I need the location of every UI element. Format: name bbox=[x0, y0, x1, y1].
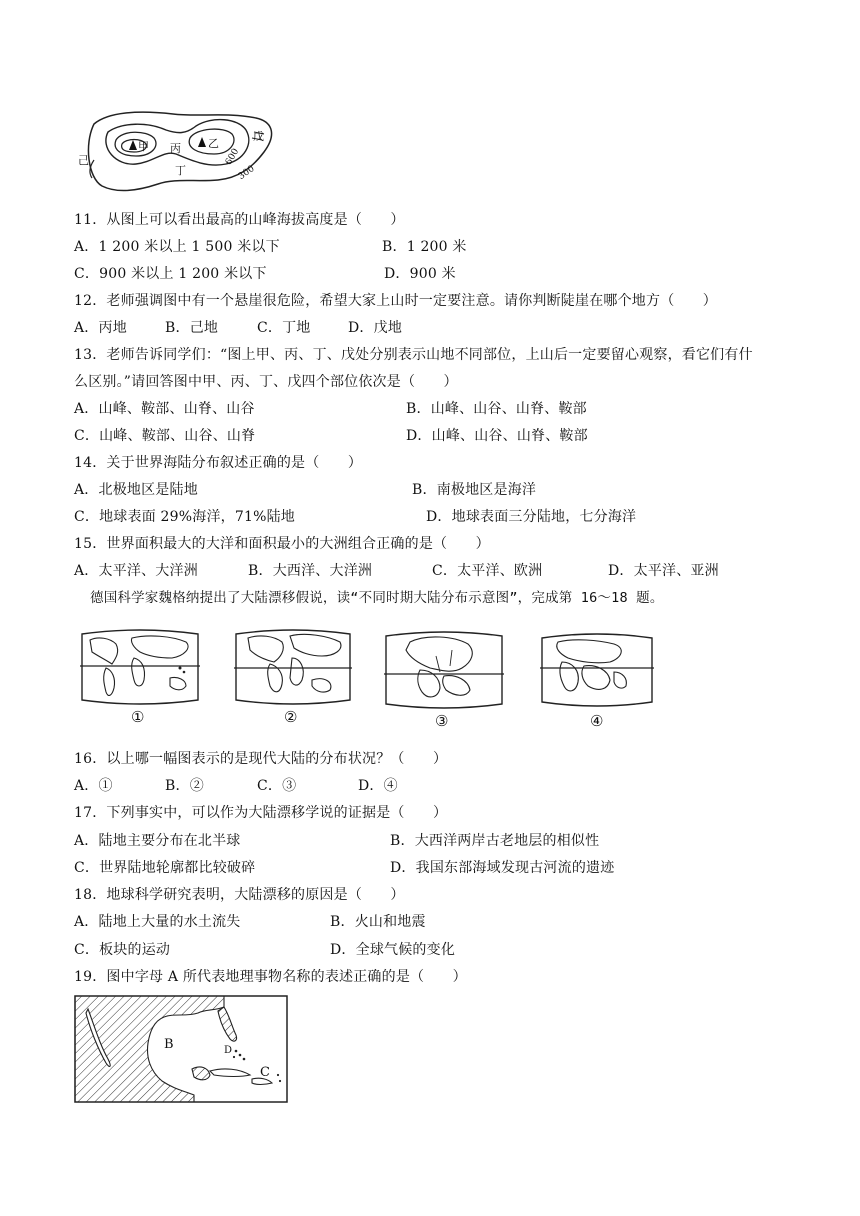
label-yi: 乙 bbox=[208, 137, 219, 150]
q15-option-c[interactable]: C．太平洋、欧洲 bbox=[432, 563, 543, 579]
q18-option-d[interactable]: D．全球气候的变化 bbox=[330, 942, 456, 958]
region-map bbox=[74, 995, 288, 1103]
drift-map-3-label: ③ bbox=[435, 712, 449, 730]
label-ding: 丁 bbox=[175, 164, 186, 177]
q11-option-a[interactable]: A．1 200 米以上 1 500 米以下 bbox=[74, 239, 280, 255]
q17-option-a[interactable]: A．陆地主要分布在北半球 bbox=[74, 833, 241, 849]
q16-stem: 16．以上哪一幅图表示的是现代大陆的分布状况？（ ） bbox=[74, 751, 448, 767]
region-label-b: B bbox=[164, 1037, 174, 1052]
q14-option-d[interactable]: D．地球表面三分陆地，七分海洋 bbox=[426, 509, 637, 525]
q13-option-a[interactable]: A．山峰、鞍部、山脊、山谷 bbox=[74, 401, 255, 417]
drift-map-4 bbox=[536, 632, 658, 708]
q14-option-a[interactable]: A．北极地区是陆地 bbox=[74, 482, 198, 498]
q12-option-d[interactable]: D．戊地 bbox=[348, 320, 403, 336]
q12-option-c[interactable]: C．丁地 bbox=[257, 320, 311, 336]
label-jia: 甲 bbox=[138, 140, 149, 153]
q11-option-d[interactable]: D．900 米 bbox=[384, 266, 456, 282]
q12-option-a[interactable]: A．丙地 bbox=[74, 320, 127, 336]
region-label-c: C bbox=[260, 1065, 270, 1080]
drift-map-1-label: ① bbox=[131, 708, 145, 726]
drift-map-1 bbox=[76, 628, 204, 706]
section-intro: 德国科学家魏格纳提出了大陆漂移假说，读“不同时期大陆分布示意图”，完成第 16～18 题。 bbox=[90, 590, 664, 606]
q15-option-b[interactable]: B．大西洋、大洋洲 bbox=[248, 563, 373, 579]
q13-option-d[interactable]: D．山峰、山谷、山脊、鞍部 bbox=[406, 428, 588, 444]
label-bing: 丙 bbox=[170, 142, 181, 155]
q18-option-c[interactable]: C．板块的运动 bbox=[74, 942, 171, 958]
q17-option-c[interactable]: C．世界陆地轮廓都比较破碎 bbox=[74, 860, 256, 876]
q15-option-a[interactable]: A．太平洋、大洋洲 bbox=[74, 563, 198, 579]
q14-option-b[interactable]: B．南极地区是海洋 bbox=[412, 482, 537, 498]
contour-map bbox=[78, 104, 278, 196]
q13-option-b[interactable]: B．山峰、山谷、山脊、鞍部 bbox=[406, 401, 587, 417]
q19-stem: 19．图中字母 A 所代表地理事物名称的表述正确的是（ ） bbox=[74, 969, 467, 985]
q13-stem-line1: 13．老师告诉同学们：“图上甲、丙、丁、戊处分别表示山地不同部位，上山后一定要留心观察，看它们有什 bbox=[74, 347, 753, 363]
q14-option-c[interactable]: C．地球表面 29%海洋，71%陆地 bbox=[74, 509, 295, 525]
drift-map-4-label: ④ bbox=[590, 712, 604, 730]
q17-option-b[interactable]: B．大西洋两岸古老地层的相似性 bbox=[390, 833, 600, 849]
peak-yi-marker bbox=[198, 137, 206, 147]
q13-stem-line2: 么区别。”请回答图中甲、丙、丁、戊四个部位依次是（ ） bbox=[74, 374, 458, 390]
q12-option-b[interactable]: B．己地 bbox=[165, 320, 219, 336]
region-label-d: D bbox=[224, 1045, 233, 1056]
label-wu: 戊 bbox=[253, 130, 264, 143]
q13-option-c[interactable]: C．山峰、鞍部、山谷、山脊 bbox=[74, 428, 256, 444]
q11-stem: 11．从图上可以看出最高的山峰海拔高度是（ ） bbox=[74, 212, 405, 228]
drift-map-3 bbox=[380, 630, 508, 710]
q18-option-b[interactable]: B．火山和地震 bbox=[330, 914, 426, 930]
label-ji: 己 bbox=[78, 154, 89, 167]
q12-stem: 12．老师强调图中有一个悬崖很危险，希望大家上山时一定要注意。请你判断陡崖在哪个地方（ ） bbox=[74, 293, 718, 309]
q11-option-c[interactable]: C．900 米以上 1 200 米以下 bbox=[74, 266, 267, 282]
q15-option-d[interactable]: D．太平洋、亚洲 bbox=[608, 563, 719, 579]
label-600: 600 bbox=[223, 147, 242, 167]
peak-jia-marker bbox=[129, 140, 137, 150]
q16-option-b[interactable]: B．② bbox=[165, 778, 204, 794]
q16-option-d[interactable]: D．④ bbox=[358, 778, 398, 794]
drift-map-2 bbox=[230, 628, 356, 706]
q17-option-d[interactable]: D．我国东部海域发现古河流的遗迹 bbox=[390, 860, 615, 876]
label-300: 300 bbox=[236, 163, 257, 183]
q16-option-a[interactable]: A．① bbox=[74, 778, 113, 794]
q15-stem: 15．世界面积最大的大洋和面积最小的大洲组合正确的是（ ） bbox=[74, 536, 490, 552]
q14-stem: 14．关于世界海陆分布叙述正确的是（ ） bbox=[74, 455, 363, 471]
q16-option-c[interactable]: C．③ bbox=[257, 778, 297, 794]
q11-option-b[interactable]: B．1 200 米 bbox=[382, 239, 467, 255]
drift-map-2-label: ② bbox=[284, 708, 298, 726]
q17-stem: 17．下列事实中，可以作为大陆漂移学说的证据是（ ） bbox=[74, 805, 448, 821]
q18-option-a[interactable]: A．陆地上大量的水土流失 bbox=[74, 914, 241, 930]
q18-stem: 18．地球科学研究表明，大陆漂移的原因是（ ） bbox=[74, 887, 405, 903]
